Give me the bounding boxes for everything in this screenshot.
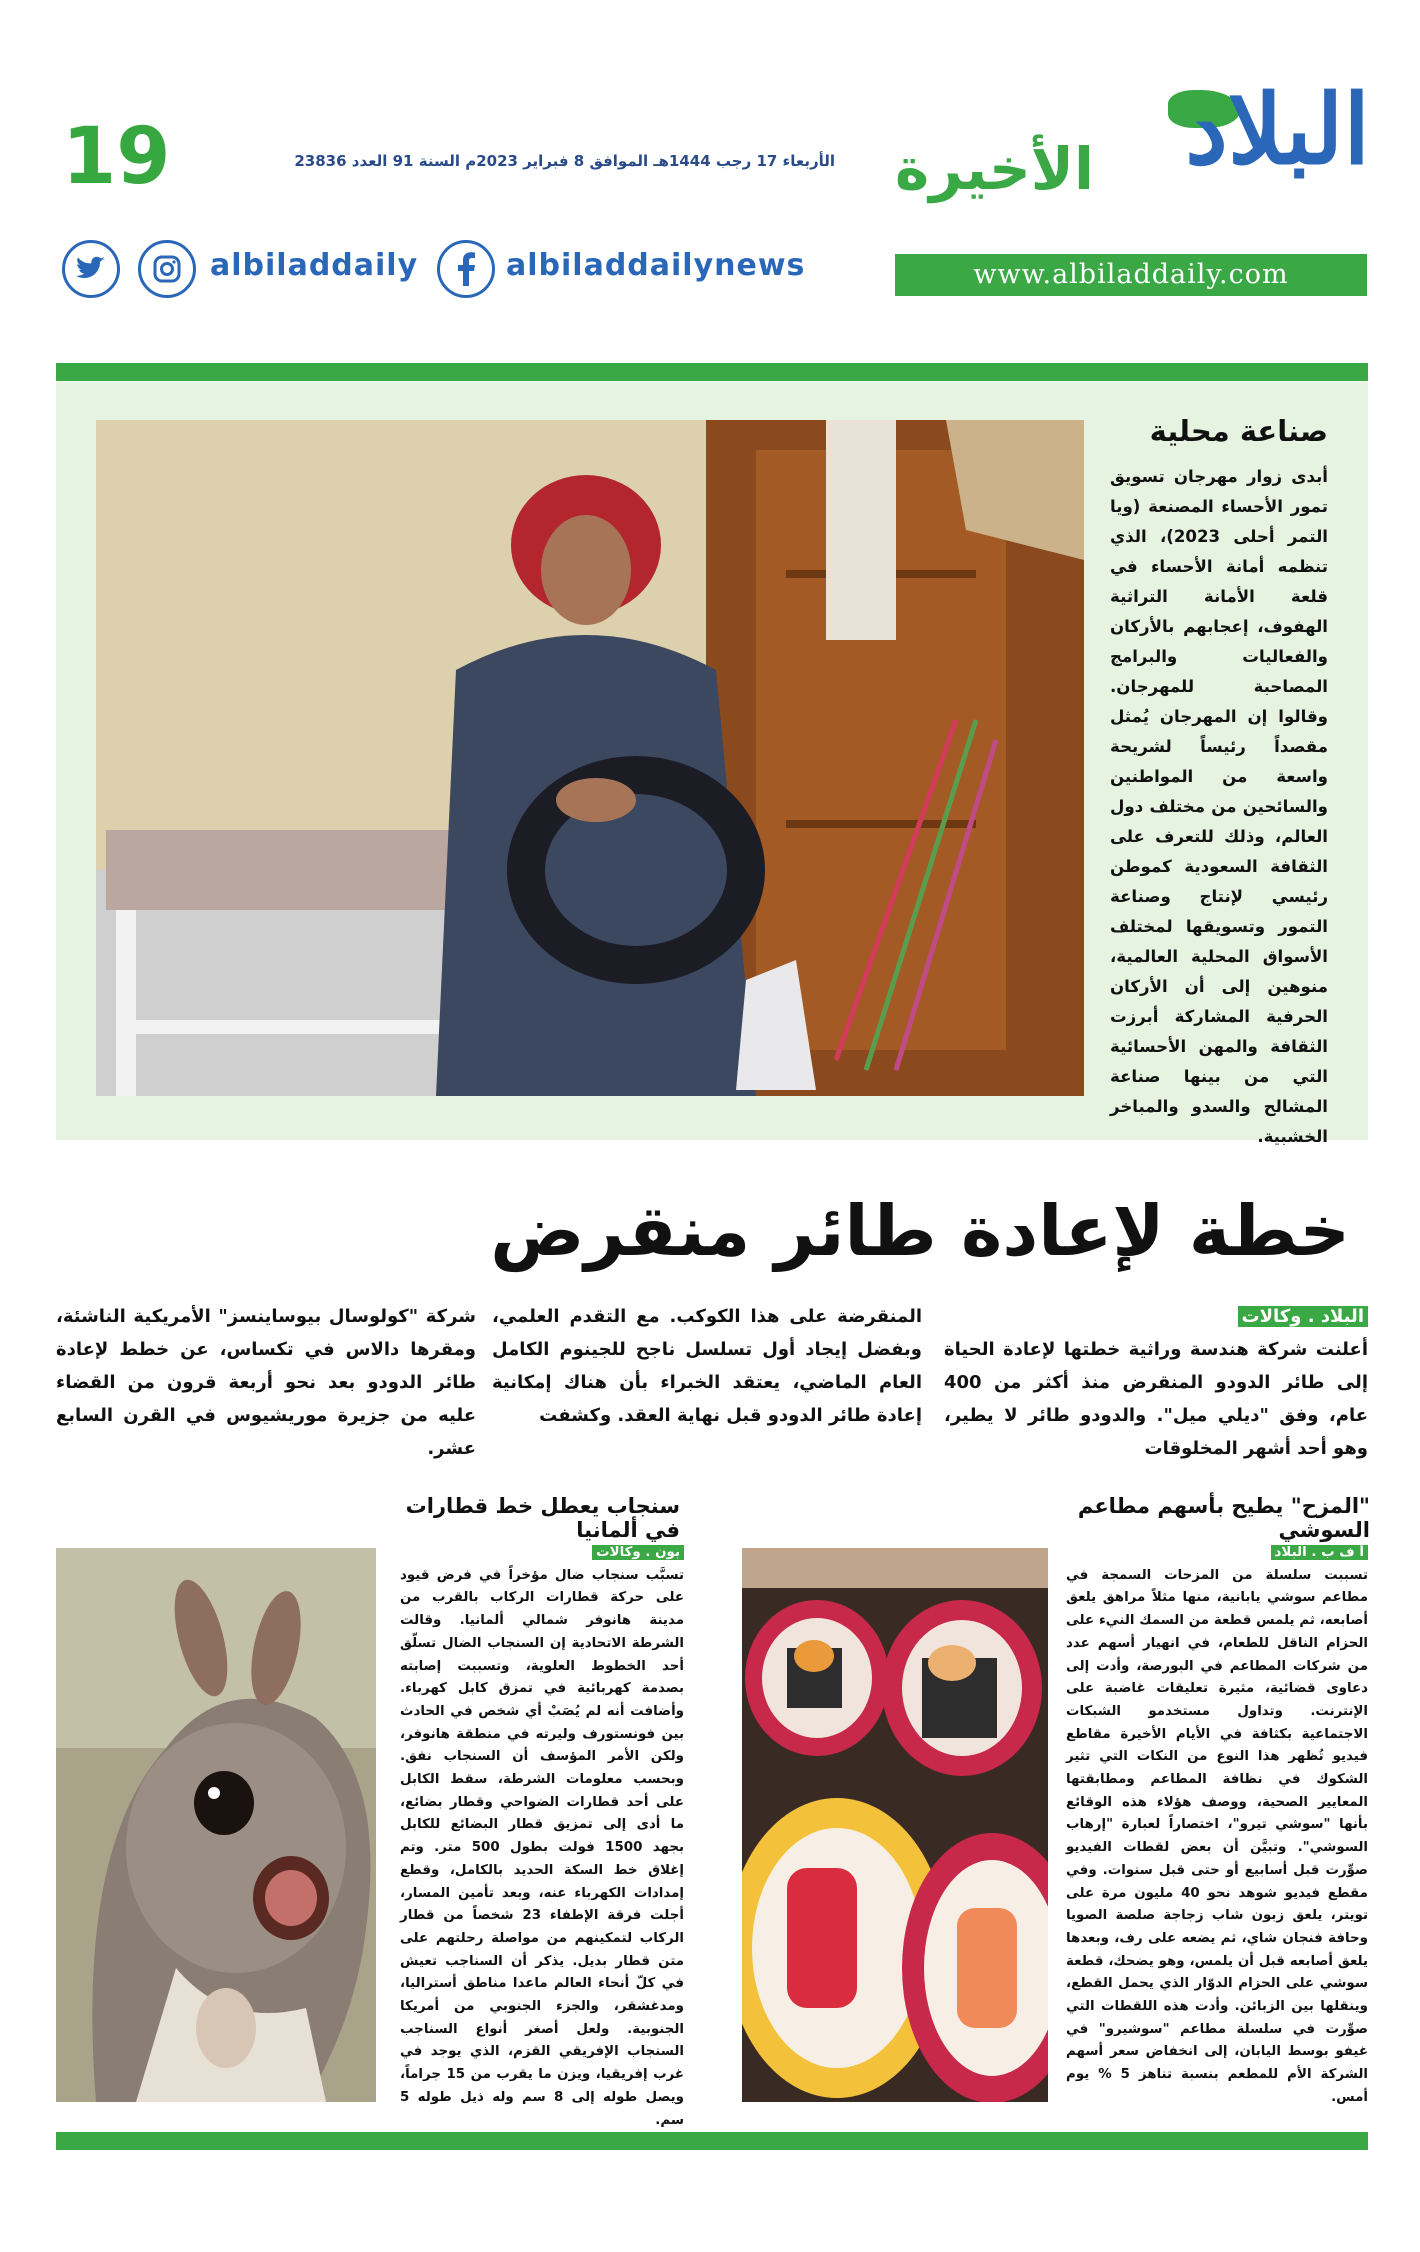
main-article-col3: شركة "كولوسال بيوساينسز" الأمريكية الناشئة، ومقرها دالاس في تكساس، عن خطط لإعادة طائر الدودو بعد نحو أربعة قرون من القضاء عليه من جزيرة موريشيوس في القرن السابع عشر. bbox=[56, 1306, 476, 1459]
main-article-col1 bbox=[944, 1300, 1368, 1465]
sushi-headline: "المزح" يطيح بأسهم مطاعم السوشي bbox=[1077, 1494, 1370, 1542]
main-headline: خطة لإعادة طائر منقرض bbox=[490, 1190, 1350, 1272]
bottom-green-rule bbox=[56, 2132, 1368, 2150]
squirrel-body bbox=[400, 1542, 684, 2132]
feature-title: صناعة محلية bbox=[1149, 414, 1328, 448]
squirrel-photo bbox=[56, 1548, 376, 2102]
top-green-rule bbox=[56, 363, 1368, 381]
squirrel-body-text: تسبَّب سنجاب ضال مؤخراً في فرض قيود على حركة قطارات الركاب بالقرب من مدينة هانوفر شمالي ألمانيا. وقالت الشرطة الاتحادية إن السنجاب الضال تسلّق أحد الخطوط العلوية، وتسببت إصابته بصدمة كهربائية في تمزق كابل كهرباء. وأضافت أنه لم يُصَبْ أي شخص في الحادث بين فونستورف وليرته في منطقة هانوفر، ولكن الأمر المؤسف أن السنجاب نفق. وبحسب معلومات الشرطة، سقط الكابل على أحد قطارات الضواحي وقطار بضائع، ما أدى إلى تمزيق قطار البضائع للكابل بجهد 1500 فولت بطول 500 متر. وتم إغلاق خط السكة الحديد بالكامل، وقطع إمدادات الكهرباء عنه، وبعد تأمين المسار، أجلت فرقة الإطفاء 23 شخصاً من قطار الركاب لتمكينهم من مواصلة رحلتهم على متن قطار بديل. يذكر أن السناجب تعيش في كلّ أنحاء العالم ماعدا مناطق أستراليا، ومدغشقر، والجزء الجنوبي من أمريكا الجنوبية. ولعل أصغر أنواع السناجب السنجاب الإفريقي القزم، الذي يوجد في غرب إفريقيا، ويزن ما يقرب من 15 جراماً، ويصل طوله إلى 8 سم وله ذيل طوله 5 سم. bbox=[400, 1567, 685, 2128]
main-article-col1-text: أعلنت شركة هندسة وراثية خطتها لإعادة الحياة إلى طائر الدودو المنقرض منذ أكثر من 400 عام، وفق "ديلي ميل". والدودو طائر لا يطير، وهو أحد أشهر المخلوقات bbox=[944, 1339, 1368, 1459]
website-banner[interactable]: www.albiladdaily.com bbox=[895, 254, 1367, 296]
sushi-tag: أ ف ب . البلاد bbox=[1271, 1545, 1368, 1560]
newspaper-logo bbox=[895, 73, 1370, 218]
squirrel-headline: سنجاب يعطل خط قطارات في ألمانيا bbox=[405, 1494, 680, 1542]
instagram-icon[interactable] bbox=[138, 240, 196, 298]
logo-sub-text: الأخيرة bbox=[895, 135, 1094, 203]
twitter-icon[interactable] bbox=[62, 240, 120, 298]
feature-body: أبدى زوار مهرجان تسويق تمور الأحساء المصنعة (ويا التمر أحلى 2023)، الذي تنظمه أمانة الأحساء في قلعة الأمانة التراثية الهفوف، إعجابهم بالأركان والفعاليات والبرامج المصاحبة للمهرجان. وقالوا إن المهرجان يُمثل مقصداً رئيساً لشريحة واسعة من المواطنين والسائحين من مختلف دول العالم، وذلك للتعرف على الثقافة السعودية كموطن رئيسي لإنتاج وصناعة التمور وتسويقها لمختلف الأسواق المحلية العالمية، منوهين إلى أن الأركان الحرفية المشاركة أبرزت الثقافة والمهن الأحسائية التي من بينها صناعة المشالح والسدو والمباخر الخشبية. bbox=[1110, 467, 1328, 1146]
facebook-icon[interactable] bbox=[437, 240, 495, 298]
squirrel-tag: بون . وكالات bbox=[592, 1545, 684, 1560]
craftsman-photo bbox=[96, 420, 1084, 1096]
instagram-twitter-handle[interactable]: albiladdaily bbox=[210, 248, 419, 283]
facebook-handle[interactable]: albiladdailynews bbox=[506, 248, 806, 283]
sushi-photo bbox=[742, 1548, 1048, 2102]
sushi-body-text: تسببت سلسلة من المزحات السمجة في مطاعم سوشي يابانية، منها مثلاً مراهق يلعق أصابعه، ثم يلمس قطعة من السمك النيء على الحزام الناقل للطعام، في انهيار أسهم عدد من شركات المطاعم في البورصة، وأدت إلى دعاوى قضائية، مثيرة تعليقات غاضبة على الإنترنت. وتداول مستخدمو الشبكات الاجتماعية بكثافة في الأيام الأخيرة مقاطع فيديو تُظهر هذا النوع من النكات التي تثير الشكوك في نظافة المطاعم ومطابقتها المعايير الصحية، ووصف هؤلاء هذه الوقائع بأنها "سوشي تيرو"، اختصاراً لعبارة "إرهاب السوشي". وتبيَّن أن بعض لقطات الفيديو صوِّرت قبل أسابيع أو حتى قبل سنوات. وفي مقطع فيديو شوهد نحو 40 مليون مرة على تويتر، يلعق زبون شاب زجاجة صلصة الصويا وحافة فنجان شاي، ثم يضعه على رف، وبعدها يلعق أصابعه قبل أن يلمس، وهو يضحك، قطعة سوشي على الحزام الدوّار الذي يحمل القطع، وينقلها بين الزبائن. وأدت هذه اللقطات التي صوِّرت في سلسلة مطاعم "سوشيرو" في غيفو بوسط اليابان، إلى انخفاض سعر أسهم الشركة الأم للمطعم بنسبة تناهز 5 % يوم أمس. bbox=[1066, 1567, 1368, 2105]
dateline: الأربعاء 17 رجب 1444هـ الموافق 8 فبراير 2023م السنة 91 العدد 23836 bbox=[294, 152, 835, 170]
main-article-col2: المنقرضة على هذا الكوكب. مع التقدم العلمي، وبفضل إيجاد أول تسلسل ناجح للجينوم الكامل العام الماضي، يعتقد الخبراء بأن هناك إمكانية إعادة طائر الدودو قبل نهاية العقد. وكشفت bbox=[492, 1306, 922, 1426]
page-number: 19 bbox=[62, 112, 171, 202]
sushi-body bbox=[1066, 1542, 1368, 2110]
logo-main-text: البلاد bbox=[1185, 73, 1370, 186]
main-article-tag: البلاد . وكالات bbox=[1238, 1306, 1368, 1327]
